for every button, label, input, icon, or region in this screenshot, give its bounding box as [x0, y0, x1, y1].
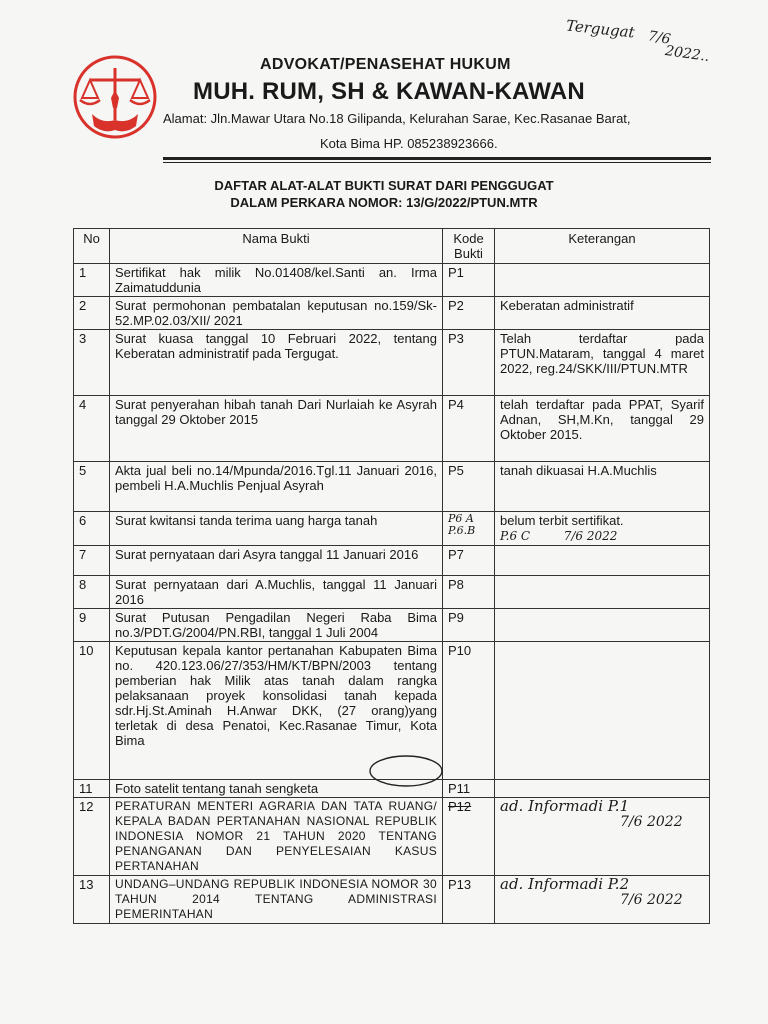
- header-ket: Keterangan: [495, 229, 710, 264]
- handwritten-ket-p13: ad. Informadi P.2: [500, 875, 630, 893]
- cell-name: Akta jual beli no.14/Mpunda/2016.Tgl.11 Januari 2016, pembeli H.A.Muchlis Penjual Asyrah: [110, 462, 443, 512]
- cell-code: P11: [443, 780, 495, 798]
- cell-ket: [495, 264, 710, 297]
- cell-no: 13: [74, 876, 110, 924]
- handwritten-date-p13: 7/6 2022: [620, 892, 683, 908]
- firm-address-line1: Alamat: Jln.Mawar Utara No.18 Gilipanda, Kelurahan Sarae, Kec.Rasanae Barat,: [163, 111, 631, 126]
- table-row: [74, 876, 710, 924]
- cell-ket: [495, 780, 710, 798]
- table-row: [74, 609, 710, 642]
- table-header-row: [74, 229, 710, 264]
- handwritten-code-p6: P6 A P.6.B: [448, 512, 476, 537]
- header-code: Kode Bukti: [443, 229, 495, 264]
- table-row: [74, 546, 710, 576]
- document-title: DAFTAR ALAT-ALAT BUKTI SURAT DARI PENGGUGAT: [214, 178, 554, 193]
- firm-name: MUH. RUM, SH & KAWAN-KAWAN: [193, 78, 585, 105]
- cell-ket-text: belum terbit sertifikat.: [500, 513, 624, 528]
- table-row: [74, 264, 710, 297]
- cell-name: Surat permohonan pembatalan keputusan no.159/Sk-52.MP.02.03/XII/ 2021: [110, 297, 443, 330]
- cell-ket: telah terdaftar pada PPAT, Syarif Adnan, SH,M.Kn, tanggal 29 Oktober 2015.: [495, 396, 710, 462]
- handwritten-year: 2022..: [664, 42, 711, 66]
- cell-no: 10: [74, 642, 110, 780]
- cell-name: Sertifikat hak milik No.01408/kel.Santi an. Irma Zaimatuddunia: [110, 264, 443, 297]
- cell-name: Keputusan kepala kantor pertanahan Kabupaten Bima no. 420.123.06/27/353/HM/KT/BPN/2003 tentang pemberian hak Milik atas tanah dalam rangka pelaksanaan proyek konsolidasi tanah kepada sdr.Hj.St.Aminah H.Anwar DKK, (27 orang)yang terletak di desa Penatoi, Kec.Rasanae Timur, Kota Bima: [110, 642, 443, 780]
- header-rule-thick: [163, 157, 711, 160]
- cell-ket: [495, 576, 710, 609]
- cell-no: 12: [74, 798, 110, 876]
- table-row: [74, 297, 710, 330]
- scales-of-justice-logo-icon: [72, 54, 158, 140]
- cell-name: Surat penyerahan hibah tanah Dari Nurlaiah ke Asyrah tanggal 29 Oktober 2015: [110, 396, 443, 462]
- cell-code: P1: [443, 264, 495, 297]
- cell-ket: [495, 609, 710, 642]
- cell-code: P8: [443, 576, 495, 609]
- cell-ket: [495, 512, 710, 546]
- header-rule-thin: [163, 162, 711, 163]
- cell-code: P13: [443, 876, 495, 924]
- cell-name: Surat pernyataan dari A.Muchlis, tanggal 11 Januari 2016: [110, 576, 443, 609]
- firm-subtitle: ADVOKAT/PENASEHAT HUKUM: [260, 56, 511, 73]
- cell-name: UNDANG–UNDANG REPUBLIK INDONESIA NOMOR 30 TAHUN 2014 TENTANG ADMINISTRASI PEMERINTAHAN: [110, 876, 443, 924]
- cell-name: Surat pernyataan dari Asyra tanggal 11 Januari 2016: [110, 546, 443, 576]
- handwritten-date: 7/6: [646, 28, 672, 48]
- cell-no: 7: [74, 546, 110, 576]
- handwritten-date-p6: 7/6 2022: [563, 529, 618, 543]
- document-case-number: DALAM PERKARA NOMOR: 13/G/2022/PTUN.MTR: [230, 195, 538, 210]
- table-row: [74, 462, 710, 512]
- cell-name: Foto satelit tentang tanah sengketa: [110, 780, 443, 798]
- table-row: [74, 512, 710, 546]
- handwritten-date-p12: 7/6 2022: [620, 814, 683, 830]
- cell-ket: Keberatan administratif: [495, 297, 710, 330]
- cell-no: 1: [74, 264, 110, 297]
- handwritten-ket-p12: ad. Informadi P.1: [500, 797, 630, 815]
- cell-code: [443, 512, 495, 546]
- cell-code: [443, 798, 495, 876]
- cell-name: Surat Putusan Pengadilan Negeri Raba Bima no.3/PDT.G/2004/PN.RBI, tanggal 1 Juli 2004: [110, 609, 443, 642]
- struck-code-p12: P12: [448, 799, 472, 814]
- handwritten-label: Tergugat: [565, 16, 636, 42]
- cell-code: P9: [443, 609, 495, 642]
- cell-name: Surat kuasa tanggal 10 Februari 2022, tentang Keberatan administratif pada Tergugat.: [110, 330, 443, 396]
- cell-code: P4: [443, 396, 495, 462]
- handwritten-ket-p6: P.6 C: [500, 529, 531, 543]
- table-row: [74, 798, 710, 876]
- cell-ket: [495, 642, 710, 780]
- table-row: [74, 576, 710, 609]
- cell-ket: Telah terdaftar pada PTUN.Mataram, tanggal 4 maret 2022, reg.24/SKK/III/PTUN.MTR: [495, 330, 710, 396]
- table-row: [74, 396, 710, 462]
- cell-no: 6: [74, 512, 110, 546]
- table-row: [74, 330, 710, 396]
- cell-code: P3: [443, 330, 495, 396]
- cell-no: 9: [74, 609, 110, 642]
- cell-code: P10: [443, 642, 495, 780]
- cell-name: PERATURAN MENTERI AGRARIA DAN TATA RUANG/ KEPALA BADAN PERTANAHAN NASIONAL REPUBLIK INDONESIA NOMOR 21 TAHUN 2020 TENTANG PENANGANAN DAN PENYELESAIAN KASUS PERTANAHAN: [110, 798, 443, 876]
- cell-code: P5: [443, 462, 495, 512]
- header-name: Nama Bukti: [110, 229, 443, 264]
- evidence-table: [73, 228, 710, 924]
- cell-code: P7: [443, 546, 495, 576]
- header-no: No: [74, 229, 110, 264]
- cell-no: 8: [74, 576, 110, 609]
- cell-ket: [495, 798, 710, 876]
- cell-ket: [495, 876, 710, 924]
- pen-circle-mark: [368, 755, 444, 789]
- cell-no: 2: [74, 297, 110, 330]
- cell-code: P2: [443, 297, 495, 330]
- cell-ket: [495, 546, 710, 576]
- cell-name: Surat kwitansi tanda terima uang harga tanah: [110, 512, 443, 546]
- cell-no: 4: [74, 396, 110, 462]
- cell-no: 11: [74, 780, 110, 798]
- cell-no: 5: [74, 462, 110, 512]
- cell-no: 3: [74, 330, 110, 396]
- cell-ket: tanah dikuasai H.A.Muchlis: [495, 462, 710, 512]
- firm-address-line2: Kota Bima HP. 085238923666.: [320, 136, 498, 151]
